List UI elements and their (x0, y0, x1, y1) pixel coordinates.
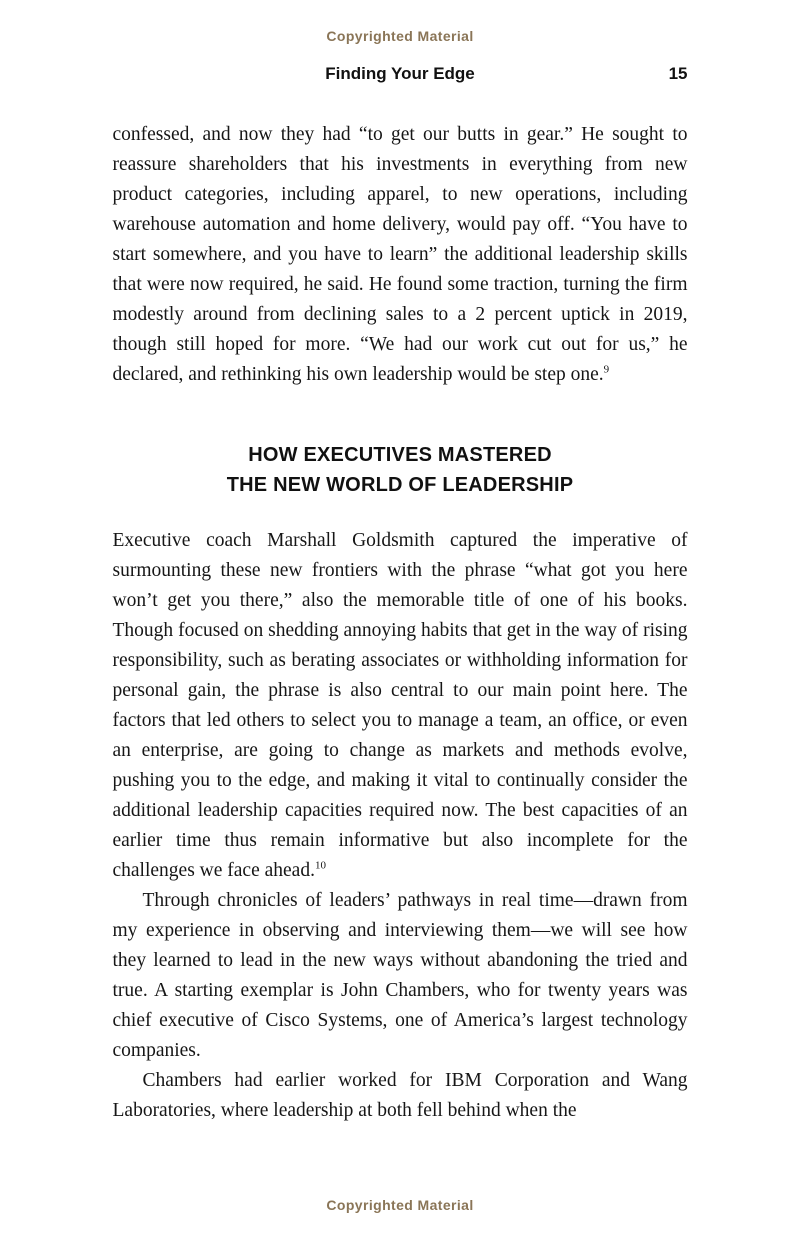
section-heading-line2: THE NEW WORLD OF LEADERSHIP (226, 474, 574, 496)
text-block (113, 120, 688, 1126)
copyright-banner-top: Copyrighted Material (326, 28, 474, 44)
paragraph-text: confessed, and now they had “to get our butts in gear.” He sought to reassure shareholders that his investments in everything from new product categories, including apparel, to new operations, including warehouse automation and home delivery, would pay off. “You have to start somewhere, and you have to learn” the additional leadership skills that were now required, he said. He found some traction, turning the firm modestly around from declining sales to a 2 percent uptick in 2019, though still hoped for more. “We had our work cut out for us,” he declared, and rethinking his own leadership would be step one. (112, 124, 688, 385)
footnote-marker: 10 (314, 859, 326, 872)
footnote-marker: 9 (603, 363, 610, 376)
body-paragraph (113, 886, 688, 1066)
paragraph-text: Through chronicles of leaders’ pathways in real time—drawn from my experience in observing and interviewing them—we will see how they learned to lead in the new ways without abandoning the tried and true. A starting exemplar is John Chambers, who for twenty years was chief executive of Cisco Systems, one of America’s largest technology companies. (112, 890, 688, 1061)
body-paragraph (113, 526, 688, 886)
body-paragraph (113, 1066, 688, 1126)
page-number: 15 (668, 64, 688, 83)
running-header-title: Finding Your Edge (325, 64, 475, 83)
paragraph-text: Chambers had earlier worked for IBM Corporation and Wang Laboratories, where leadership at both fell behind when the (112, 1070, 688, 1121)
copyright-banner-bottom: Copyrighted Material (326, 1197, 474, 1213)
section-heading (113, 440, 688, 500)
running-header (113, 64, 688, 86)
paragraph-text: Executive coach Marshall Goldsmith captured the imperative of surmounting these new frontiers with the phrase “what got you here won’t get you there,” also the memorable title of one of his books. Though focused on shedding annoying habits that get in the way of rising responsibility, such as berating associates or withholding information for personal gain, the phrase is also central to our main point here. The factors that led others to select you to manage a team, an office, or even an enterprise, are going to change as markets and methods evolve, pushing you to the edge, and making it vital to continually consider the additional leadership capacities required now. The best capacities of an earlier time thus remain informative but also incomplete for the challenges we face ahead. (112, 530, 688, 881)
section-heading-line1: HOW EXECUTIVES MASTERED (248, 444, 552, 466)
body-paragraph-intro (113, 120, 688, 390)
